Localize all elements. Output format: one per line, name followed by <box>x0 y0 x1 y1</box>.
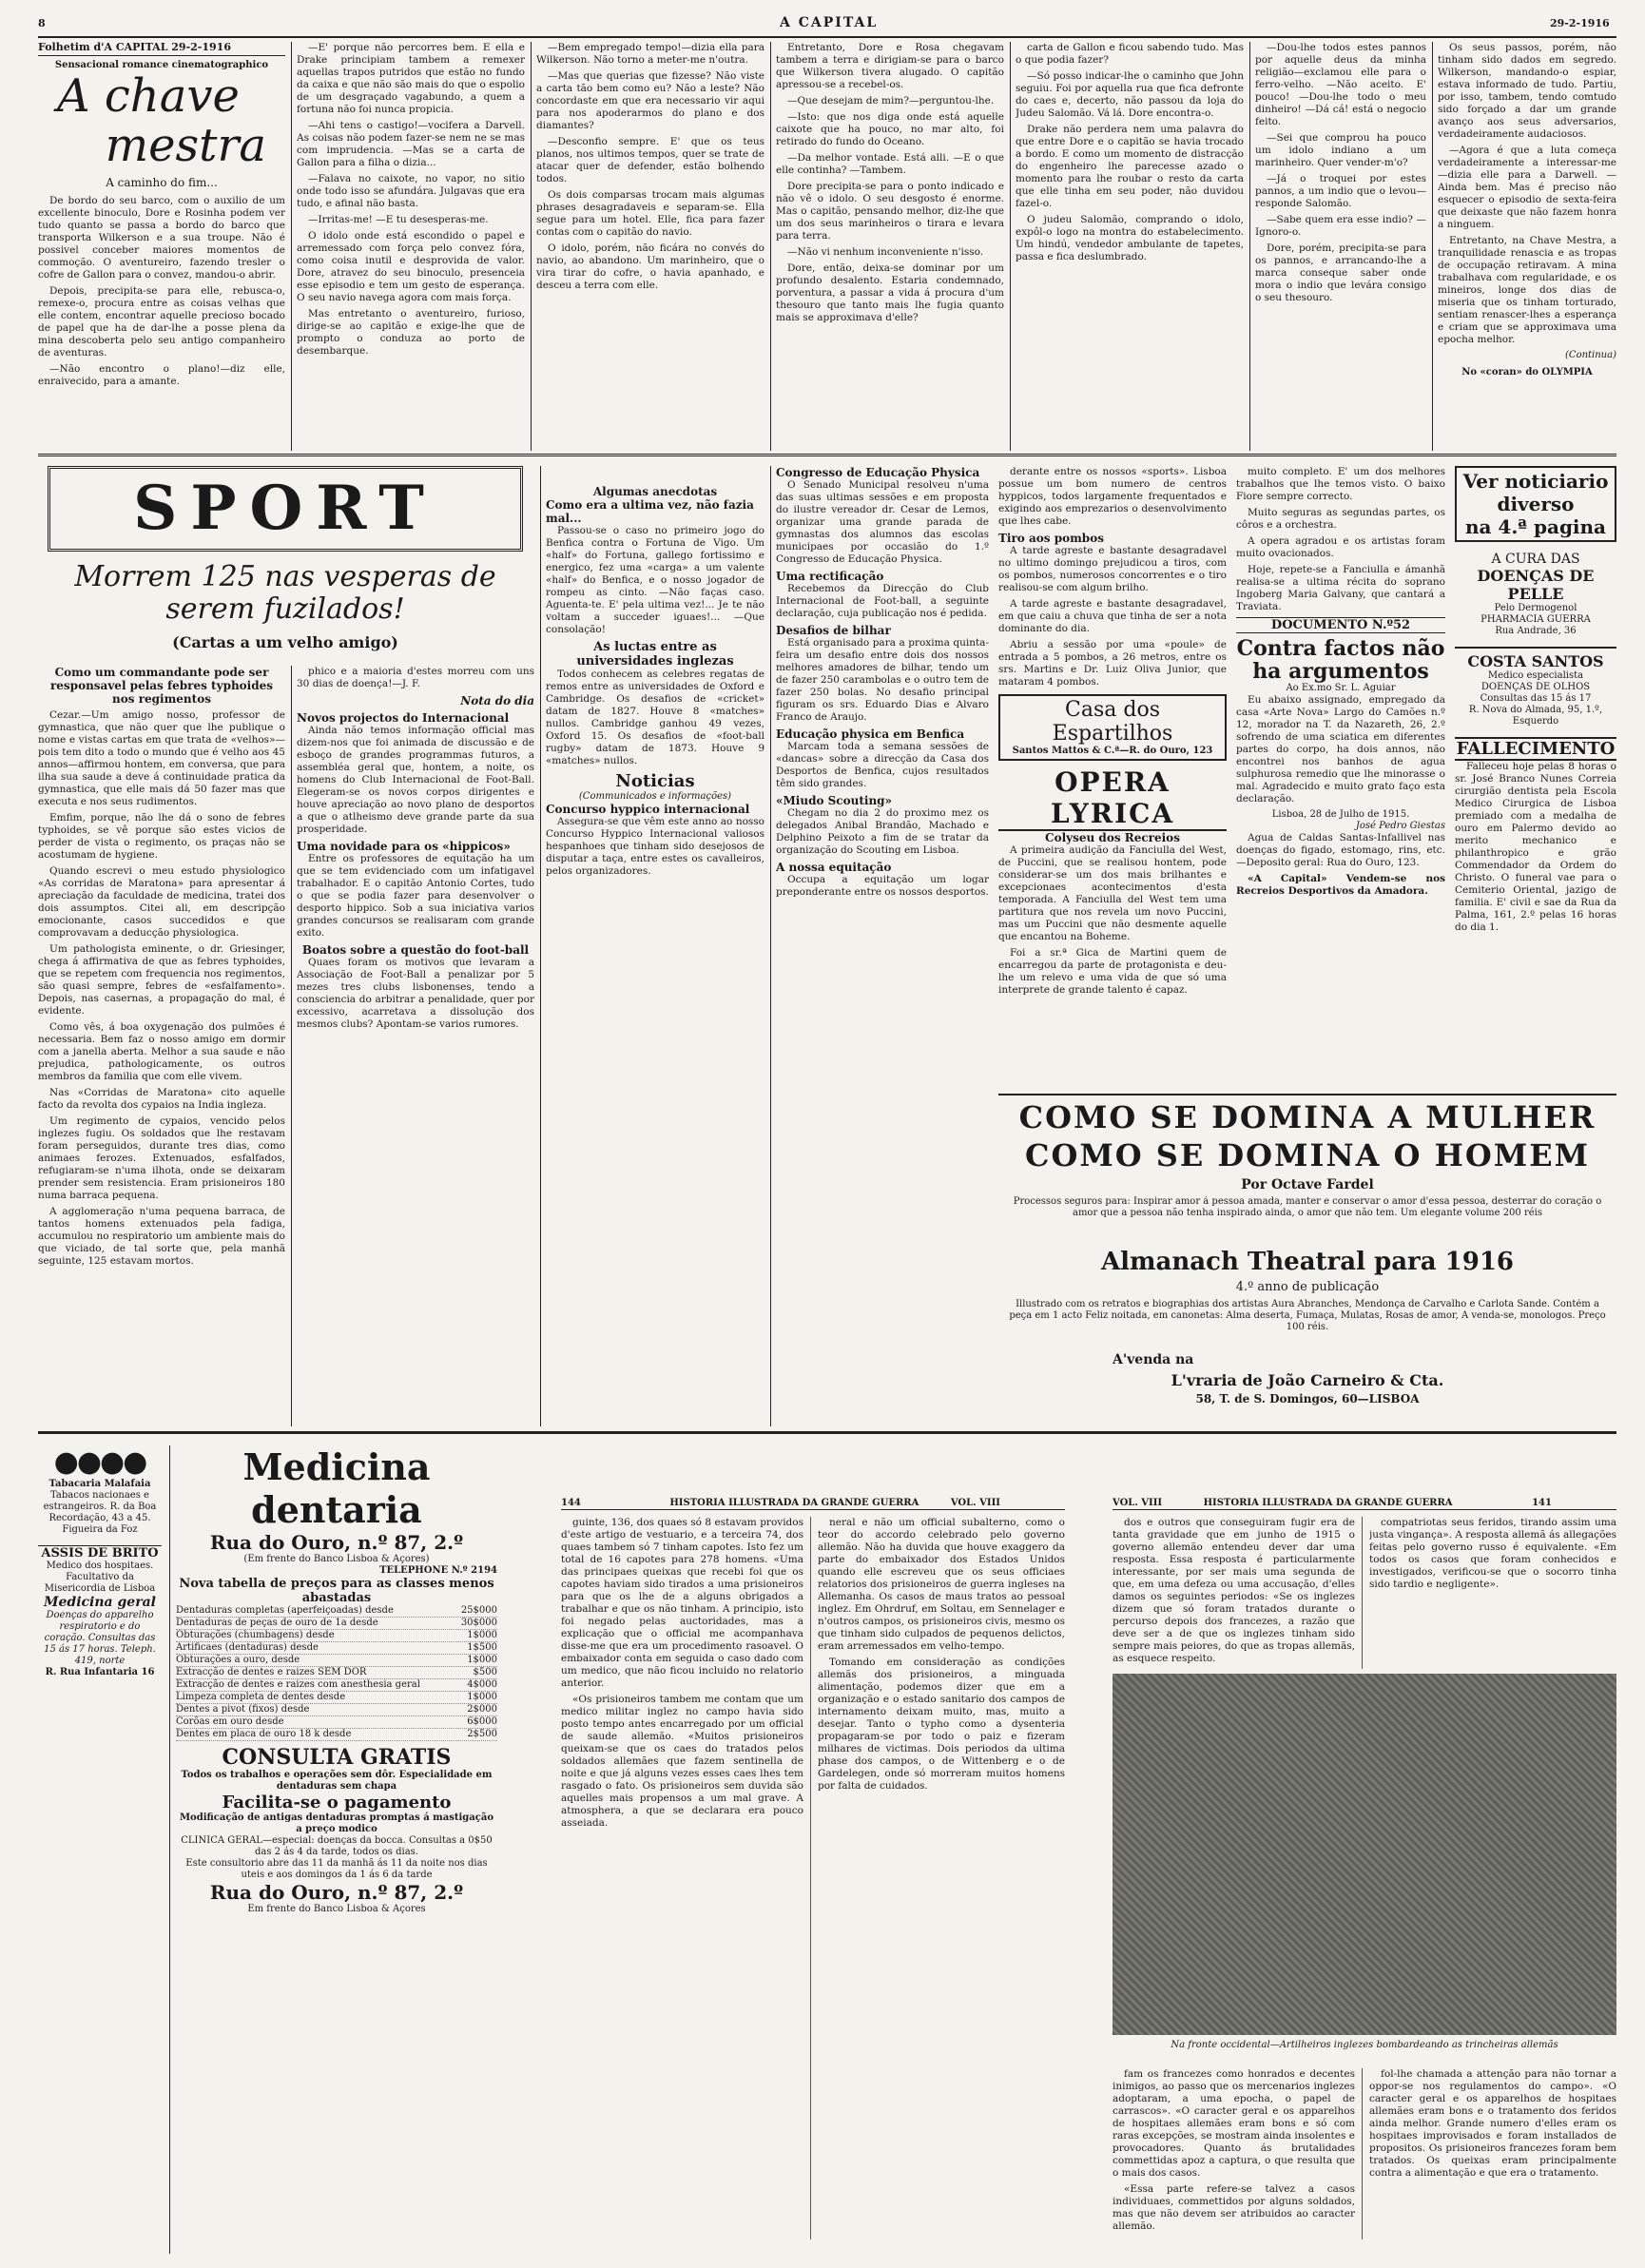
price-row <box>176 1618 497 1630</box>
historia-section <box>513 1498 1616 2258</box>
historia-left-header <box>561 1498 1065 1510</box>
serial-paragraph: —Não vi nenhum inconveniente n'isso. <box>787 246 984 258</box>
cura-line-d: PHARMACIA GUERRA <box>1480 614 1591 625</box>
dent-address: Rua do Ouro, n.º 87, 2.º <box>209 1531 464 1554</box>
costa-address: R. Nova do Almada, 95, 1.º, Esquerdo <box>1468 705 1603 727</box>
nota-do-dia: Nota do dia <box>460 694 534 708</box>
historia-photo <box>1113 1674 1616 2035</box>
sport-paragraph: Assegura-se que vêm este anno ao nosso Concurso Hyppico Internacional valiosos hespanhoes que tinham sido desejosos de disputar a taça, entre estes os cavalleiros, pelos organizadores. <box>546 816 764 877</box>
price-item: Dentaduras de peças de ouro de 1a desde <box>176 1618 378 1628</box>
sport-paragraph: A tarde agreste e bastante desagradavel, em que caiu a chuva que tinha de ser a nota dominante do dia. <box>998 598 1227 634</box>
concurso-title: Concurso hyppico internacional <box>546 803 750 816</box>
scout-title: «Miudo Scouting» <box>776 794 893 807</box>
dentaria-ad <box>169 1445 497 2254</box>
brito-spec2: Doenças do apparelho respiratorio e do coração. Consultas das 15 ás 17 horas. Teleph. 419, norte <box>44 1610 156 1666</box>
sport-section <box>38 466 989 1426</box>
serial-paragraph: —Que desejam de mim?—perguntou-lhe. <box>787 95 995 107</box>
fallecimento-title: FALLECIMENTO <box>1456 739 1616 759</box>
price-row <box>176 1704 497 1716</box>
serial-paragraph: —Irritas-me! —E tu desesperas-me. <box>308 214 489 225</box>
sport-subhead: (Cartas a um velho amigo) <box>172 633 398 651</box>
dent-modificacao: Modificação de antigas dentaduras promptas á mastigação a preço modico <box>179 1812 494 1834</box>
price-value: 1$000 <box>467 1692 497 1702</box>
ads-column <box>1455 466 1616 1084</box>
price-value: 1$000 <box>467 1630 497 1640</box>
price-row <box>176 1729 497 1741</box>
serial-paragraph: O judeu Salomão, comprando o idolo, expôl-o logo na montra do estabelecimento. Um hindú, vendedor ambulante de tapetes, passa e fica deslumbrado. <box>1016 214 1244 262</box>
lutas-title: As luctas entre as universidades inglezas <box>576 640 734 669</box>
historia-paragraph: fam os francezes como honrados e decentes inimigos, ao passo que os mercenarios inglezes adoptaram, a uma epocha, o papel de carrascos». «O caracter geral e os apparelhos de hospitaes allemães eram bons e só com raras excepções, se mostram ainda insolentes e provocadores. Quanto ás brutalidades commettidas apoz a captura, o que resulta que o mais dos casos. <box>1113 2068 1355 2179</box>
serial-paragraph: —Sei que comprou ha pouco um idolo indiano a um marinheiro. Quer vender-m'o? <box>1255 132 1426 168</box>
noticiario-line-3: na 4.ª pagina <box>1464 515 1607 538</box>
sport-column-2 <box>297 666 534 1426</box>
theatre-paragraph: Foi a sr.ª Gica de Martini quem de encarregou da parte de protagonista e deu-lhe um relevo e uma vida de que só uma interprete de grande talento é capaz. <box>998 947 1227 996</box>
historia-column-2 <box>818 1517 1065 2258</box>
dent-hours: Este consultorio abre das 11 da manhã ás 11 da noite nos dias uteis e aos domingos da 1 ás 6 da tarde <box>185 1858 488 1880</box>
historia-column-1 <box>561 1517 803 2258</box>
domina-text: Processos seguros para: Inspirar amor á pessoa amada, manter e conservar o amor d'essa pessoa, desterrar do coração o amor que a pessoa não tenha inspirado ainda, o amor que não tem. Um elegante volume 200 réis <box>1013 1196 1602 1218</box>
historia-left-page: 144 <box>561 1498 581 1508</box>
theatre-paragraph: Hoje, repete-se a Fanciulla e ámanhã realisa-se a ultima récita do soprano Ingoberg Maria Galvany, que cantará a Traviata. <box>1236 564 1445 612</box>
price-item: Extracção de dentes e raizes SEM DOR <box>176 1667 367 1677</box>
serial-paragraph: carta de Gallon e ficou sabendo tudo. Mas o que podia fazer? <box>1016 42 1244 66</box>
sport-paragraph: Emfim, porque, não lhe dá o sono de febres typhoides, se vê porque são estes vicios de perder de vista o regimento, os praças não se acostumam de hygiene. <box>38 812 285 861</box>
espartilhos-title: Casa dos Espartilhos <box>1052 698 1173 746</box>
serial-paragraph: De bordo do seu barco, com o auxilio de um excellente binoculo, Dore e Rosinha podem ver tudo quanto se passa a bordo do barco que transporta Wilkerson e a sua troupe. Não é possivel conceber maiores momentos de commoção. O aventureiro, fazendo tresler o cofre de Gallon para o convez, mandou-o abrir. <box>38 195 285 281</box>
folhetim-label: Folhetim d'A CAPITAL 29-2-1916 <box>38 42 285 56</box>
serial-column-1 <box>38 42 285 451</box>
price-item: Dentes a pivot (fixos) desde <box>176 1704 310 1715</box>
price-value: 2$500 <box>467 1729 497 1739</box>
serial-paragraph: O idolo, porém, não ficára no convés do navio, ao abandono. Um marinheiro, que o vira tirar do cofre, o havia apanhado, e desceu a terra com elle. <box>536 242 764 291</box>
dent-price-list <box>176 1605 497 1741</box>
price-row <box>176 1630 497 1642</box>
domina-line-2: COMO SE DOMINA O HOMEM <box>1024 1137 1590 1173</box>
serial-title-a: A chave <box>57 69 240 123</box>
dent-subtitle-2: Em frente do Banco Lisboa & Açores <box>247 1904 426 1914</box>
historia-paragraph: compatriotas seus feridos, tirando assim uma justa vingança». A resposta allemã ás allegações feitas pelo governo russo é equivalente. «Em todos os casos que foram conhecidos e investigados, verificou-se que o socorro tinha sido tardio e negligente». <box>1369 1517 1616 1590</box>
opera-title: OPERA LYRICA <box>998 766 1227 831</box>
congresso-title: Congresso de Educação Physica <box>776 466 980 479</box>
serial-paragraph: —Da melhor vontade. Está alli. —E o que elle continha? —Tambem. <box>776 152 1004 176</box>
fallecimento-text: Falleceu hoje pelas 8 horas o sr. José Branco Nunes Correia cirurgião dentista pela Escola Medico Cirurgica de Lisboa premiado com a medalha de ouro em Palermo devido ao merito mechanico e philanthropico e grão Commendador da Ordem do Christo. O funeral vae para o Cemiterio Oriental, jazigo de familia. E' civil e sae da Rua da Palma, 161, 2.º pelas 16 horas do dia 1. <box>1455 761 1616 933</box>
almanach-title: Almanach Theatral para 1916 <box>1100 1248 1515 1276</box>
sport-column-3 <box>546 466 764 1426</box>
noticias-subtitle: (Communicados e informações) <box>578 791 732 802</box>
sport-paragraph: Cezar.—Um amigo nosso, professor de gymnastica, que não quer que lhe publique o nome e vistas cartas em que trata de «velhos»—pois tem dito a todo o mundo que é velho aos 45 annos—affirmou hontem, em conversa, que para ilha sua saude a deve á continuidade pratica da gymnastica, que elle mais dá 50 fazer mas que executa e nos seus rudimentos. <box>38 709 285 807</box>
tiro-title: Tiro aos pombos <box>998 532 1104 545</box>
sport-sec1-title: Como um commandante pode ser responsavel pelas febres typhoides nos regimentos <box>49 666 274 706</box>
cura-line-b: DOENÇAS DE PELLE <box>1477 567 1595 603</box>
sport-column-4 <box>776 466 989 1426</box>
dent-gratis-text: Todos os trabalhos e operações sem dôr. Especialidade em dentaduras sem chapa <box>181 1770 493 1792</box>
price-row <box>176 1605 497 1618</box>
noticiario-line-1: Ver noticiario <box>1462 470 1609 493</box>
sport-paragraph: Passou-se o caso no primeiro jogo do Benfica contra o Fortuna de Vigo. Um «half» do Fortuna, gallego fortissimo e energico, fez uma «carga» a um valente «half» do Benfica, e o nosso jogador de rompeu as cinto. —Não faças caso. Aguenta-te. E' pela ultima vez!... Je te não voltam a succeder iguaes!... —Que consolação! <box>546 525 764 635</box>
price-value: 1$500 <box>467 1642 497 1653</box>
serial-paragraph: Entretanto, Dore e Rosa chegavam tambem a terra e dirigiam-se para o barco que Wilkerson tivera alugado. O capitão apressou-se a recebel-os. <box>776 42 1004 90</box>
historia-paragraph: neral e não um official subalterno, como o teor do accordo celebrado pelo governo allemão. Não ha duvida que houve exaggero da parte do embaixador dos Estados Unidos quando elle escreveu que os seus officiaes relatorios dos prisioneiros de guerra ingleses na Allemanha. Os casos de maus tratos ao pessoal inglez. Em Ohrdruf, em Soltau, em Sennelager e n'outros campos, os prisioneiros civis, mesmo os que tinham sido culpados de pequenos delictos, eram arremessados em velho-tempo. <box>818 1517 1065 1652</box>
price-row <box>176 1667 497 1679</box>
serial-paragraph: —Falava no caixote, no vapor, no sitio onde todo isso se afundára. Julgavas que era tudo, e afinal não basta. <box>297 173 525 209</box>
historia-column-4 <box>1369 1517 1616 1669</box>
price-item: Artificaes (dentaduras) desde <box>176 1642 319 1653</box>
serial-column-2 <box>297 42 525 451</box>
serial-paragraph: Entretanto, na Chave Mestra, a tranquilidade renascia e as tropas de occupação retiravam. A mina trabalhava com regularidade, e os mineiros, longe dos dias de miseria que os tinham torturado, sentiam renascer-lhes a esperança e criam que se approximava uma epocha melhor. <box>1438 235 1616 345</box>
historia-right-page: 141 <box>1532 1498 1552 1508</box>
costa-sub3: Consultas das 15 ás 17 <box>1480 693 1592 704</box>
historia-right-title: HISTORIA ILLUSTRADA DA GRANDE GUERRA <box>1203 1498 1453 1508</box>
serial-paragraph: —Não encontro o plano!—diz elle, enraivecido, para a amante. <box>38 363 285 387</box>
brito-text: Medico dos hospitaes. Facultativo da Misericordia de Lisboa <box>44 1560 156 1594</box>
page-number: 8 <box>38 17 46 29</box>
price-item: Limpeza completa de dentes desde <box>176 1692 346 1702</box>
document-sign-date: Lisboa, 28 de Julho de 1915. <box>1271 809 1410 820</box>
cura-line-e: Rua Andrade, 36 <box>1495 626 1577 636</box>
historia-paragraph: dos e outros que conseguiram fugir era de tanta gravidade que em junho de 1915 o governo allemão entendeu dever dar uma resposta. Essa resposta é particularmente interessante, por ser mais uma segunda de que, em uma defeza ou uma accusação, d'elles damos os seguintes periodos: «Se os inglezes dizem que só foram tratados durante o percurso depois dos francezes, a razão que deve ser a de que os inglezes tinham sido sempre mais peiores, do que as tropas allemãs, as esquece respeito. <box>1113 1517 1355 1664</box>
tabac-title: Tabacaria Malafaia <box>48 1479 151 1489</box>
serial-section <box>38 38 1616 456</box>
price-item: Obturações (chumbagens) desde <box>176 1630 335 1640</box>
document-label: DOCUMENTO N.º52 <box>1236 617 1445 633</box>
price-row <box>176 1679 497 1692</box>
historia-column-5 <box>1113 2068 1355 2258</box>
novidade-title: Uma novidade para os «hippicos» <box>297 840 511 853</box>
brito-title: ASSIS DE BRITO <box>38 1545 162 1560</box>
bilhar-title: Desafios de bilhar <box>776 624 891 637</box>
price-row <box>176 1655 497 1667</box>
serial-paragraph: Mas entretanto o aventureiro, furioso, dirige-se ao capitão e exige-lhe que de prompto o conduza ao porto de desembarque. <box>297 308 525 357</box>
serial-paragraph: Dore precipita-se para o ponto indicado e não vê o idolo. O seu desgosto é enorme. Mas o capitão, pensando melhor, diz-lhe que um dos seus marinheiros o tirara e levara para terra. <box>776 181 1004 242</box>
tabac-logo-icon: ●●●● <box>53 1445 146 1479</box>
costa-sub2: DOENÇAS DE OLHOS <box>1480 682 1591 692</box>
serial-paragraph: O idolo onde está escondido o papel e arremessado com força pelo convez fóra, como coisa inutil e desprovida de valor. Dore, atravez do seu binoculo, presenceia esse episodio e tem um gesto de esperança. O seu navio navega agora com mais força. <box>297 230 525 303</box>
serial-paragraph: —Desconfio sempre. E' que os teus planos, nos ultimos tempos, quer se trate de atacar quer de defender, estão bolhendo todos. <box>536 136 764 184</box>
serial-paragraph: Drake não perdera nem uma palavra do que entre Dore e o capitão se havia trocado a bordo. E como um momento de distracção do engenheiro lhe parecesse azado o momento para lhe roubar o resto da carta que elle tinha em seu poder, não duvidou fazel-o. <box>1016 124 1244 209</box>
price-item: Corôas em ouro desde <box>176 1716 284 1727</box>
header-date: 29-2-1916 <box>1550 17 1610 29</box>
price-item: Obturações a ouro, desde <box>176 1655 300 1665</box>
sport-paragraph: Quaes foram os motivos que levaram a Associação de Foot-Ball a penalizar por 5 mezes tres clubs lisbonenses, tendo a consciencia do arbitrar a penalidade, quer por excessivo, acarretava a dissolução dos mesmos clubs? Apontam-se varios rumores. <box>297 957 534 1030</box>
serial-column-3 <box>536 42 764 451</box>
serial-paragraph: —Ahi tens o castigo!—vocifera a Darvell. As coisas não podem fazer-se nem ne se mas com imprudencia. —Mas se a carta de Gallon para a filha o dizia... <box>297 120 525 168</box>
price-value: 30$000 <box>460 1618 497 1628</box>
almanach-vende: A'venda na <box>1113 1352 1194 1367</box>
price-row <box>176 1692 497 1704</box>
cura-ad <box>1455 552 1616 637</box>
sport-paragraph: Está organisado para a proxima quinta-feira um desafio entre dois dos nossos melhores amadores de bilhar, tendo um de fazer 250 carambolas e o outro tem de fazer 250 bolas. No desafio principal figuram os srs. Eduardo Dias e Alvaro Franco de Araujo. <box>776 637 989 723</box>
serial-title-b: mestra <box>105 119 266 172</box>
opera-subtitle: Colyseu dos Recreios <box>1045 831 1180 844</box>
cura-line-a: A CURA DAS <box>1491 552 1580 567</box>
serial-paragraph: —Só posso indicar-lhe o caminho que John seguiu. Foi por aquella rua que fica defronte do caes e, decerto, não passou da loja do Judeu Salomão. Vá lá. Dore encontra-o. <box>1016 70 1244 119</box>
serial-column-4 <box>776 42 1004 451</box>
historia-paragraph: «Essa parte refere-se talvez a casos individuaes, commettidos por alguns soldados, mas que não devem ser atribuidos ao caracter allemão. <box>1113 2183 1355 2232</box>
price-value: 2$000 <box>467 1704 497 1715</box>
tabac-text: Tabacos nacionaes e estrangeiros. R. da Boa Recordação, 43 a 45. Figueira da Foz <box>43 1490 157 1535</box>
equitacao-title: A nossa equitação <box>776 861 892 874</box>
sport-paragraph: Recebemos da Direcção do Club Internacional de Foot-ball, a seguinte declaração, cuja publicação nos é pedida. <box>776 583 989 619</box>
noticias-title: Noticias <box>615 771 695 791</box>
tabac-brito-ads <box>38 1445 162 2254</box>
serial-column-6 <box>1255 42 1426 451</box>
sport-paragraph: A tarde agreste e bastante desagradavel no ultimo domingo prejudicou a tiros, com os pombos, numerosos concorrentes e o tiro realisou-se com algum brilho. <box>998 545 1227 593</box>
serial-paragraph: Depois, precipita-se para elle, rebusca-o, remexe-o, procura entre as coisas velhas que elle contem, encontrar aquelle precioso bocado de papel que ha de dar-lhe a posse plena da mina descoberta pelo seu antigo companheiro de aventuras. <box>38 285 285 359</box>
rectif-title: Uma rectificação <box>776 570 884 583</box>
sport-paragraph: Abriu a sessão por uma «poule» de entrada a 5 pombos, a 26 metros, entre os srs. Martins e Dr. Luiz Oliva Junior, que mataram 4 pombos. <box>998 639 1227 688</box>
historia-left-title: HISTORIA ILLUSTRADA DA GRANDE GUERRA <box>669 1498 919 1508</box>
serial-paragraph: Dore, porém, precipita-se para os pannos, e arrancando-lhe a marca conseque saber onde mora o indio que levára consigo o seu thesouro. <box>1255 242 1426 303</box>
theatre-paragraph: A primeira audição da Fanciulla del West, de Puccini, que se realisou hontem, pode considerar-se um dos mais brilhantes e excepcionaes acontecimentos d'esta temporada. A Fanciulla del West tem uma partitura que nos revela um novo Puccini, mas um Puccini que não desmente aquelle que encantou na Boheme. <box>998 844 1227 942</box>
sport-paragraph: Ainda não temos informação official mas dizem-nos que foi animada de discussão e de esboço de grandes programmas futuros, a assembléa geral que, hontem, a noite, os homens do Club Internacional de Foot-Ball. Elegeram-se os novos corpos dirigentes e houve apreciação ao novo plano de desportos a que o atlheismo deve grande parte da sua prosperidade. <box>297 725 534 835</box>
sport-paragraph: Um pathologista eminente, o dr. Griesinger, chega á affirmativa de que as febres typhoides, que se repetem com frequencia nos regimentos, são quasi sempre, febres de «esfalfamento». Depois, nas casernas, a propagação do mal, é evidente. <box>38 943 285 1017</box>
price-value: $500 <box>473 1667 497 1677</box>
dent-telephone: TELEPHONE N.º 2194 <box>379 1565 497 1576</box>
benfica-title: Educação physica em Benfica <box>776 727 965 741</box>
sport-paragraph: derante entre os nossos «sports». Lisboa possue um bom numero de centros hyppicos, todos largamente frequentados e exigindo aos emprezarios o desenvolvimento que lhes cabe. <box>998 466 1227 527</box>
historia-column-3 <box>1113 1517 1355 1669</box>
cura-line-c: Pelo Dermogenol <box>1494 603 1577 613</box>
serial-chapter: A caminho do fim... <box>106 176 218 189</box>
serial-kicker: Sensacional romance cinematographico <box>54 60 269 70</box>
serial-continua: (Continua) <box>1565 350 1616 360</box>
serial-paragraph: —Dou-lhe todos estes pannos por aquelle deus da minha religião—exclamou elle para o ferro-velho. —Não aceito. E' pouco! —Dou-lhe todo o meu dinheiro! —Dá cá! está o negocio feito. <box>1255 42 1426 127</box>
serial-paragraph: —Mas que querias que fizesse? Não viste a carta tão bem como eu? Não a leste? Não concordaste em que era necessario vir aqui para nos apoderarmos do plano e dos diamantes? <box>536 70 764 131</box>
sport-paragraph: A agglomeração n'uma pequena barraca, de tantos homens extenuados pela fadiga, accumulou no respiratorio um ambiente mais do que viciado, de tal sorte que, pela manhã seguinte, 125 estavam mortos. <box>38 1206 285 1267</box>
boatos-title: Boatos sobre a questão do foot-ball <box>301 943 530 957</box>
dent-address-2: Rua do Ouro, n.º 87, 2.º <box>209 1881 464 1904</box>
historia-paragraph: «Os prisioneiros tambem me contam que um medico militar inglez no campo havia sido posto tempo antes encarregado por um official de saude allemão. «Muitos prisioneiros queixam-se que os caes do tratados pelos soldados allemães que fazem sentinella de noite e que já alguns vezes esses caes lhes tem rasgado o fato. Os prisioneiros sem duvida são aquelles mais propensos a um mal grave. A atmosphera, a que se declarara era pouco asseiada. <box>561 1694 803 1829</box>
historia-column-6 <box>1369 2068 1616 2258</box>
algumas-title: Algumas anecdotas <box>592 485 718 498</box>
capital-note: «A Capital» Vendem-se nos Recreios Desportivos da Amadora. <box>1236 873 1445 897</box>
price-row <box>176 1642 497 1655</box>
sport-paragraph: phico e a maioria d'estes morreu com uns 30 dias de doença!—J. F. <box>297 666 534 689</box>
noticiario-line-2: diverso <box>1497 493 1575 515</box>
document-addressee: Ao Ex.mo Sr. L. Aguiar <box>1286 683 1396 693</box>
masthead: A CAPITAL <box>780 15 879 30</box>
sport-column-1 <box>38 666 285 1426</box>
dent-gratis: CONSULTA GRATIS <box>222 1745 452 1770</box>
espartilhos-address: Santos Mattos & C.ª—R. do Ouro, 123 <box>1012 746 1213 756</box>
almanach-shop: L'vraria de João Carneiro & Cta. <box>1171 1371 1444 1389</box>
costa-ad <box>1455 647 1616 727</box>
price-value: 1$000 <box>467 1655 497 1665</box>
sport-paragraph: O Senado Municipal resolveu n'uma das suas ultimas sessões e em proposta do ilustre vereador dr. Cesar de Lemos, organizar uma grande parada de gymnastas dos alumnos das escolas municipaes por occasião do 1.º Congresso de Educação Physica. <box>776 479 989 565</box>
price-item: Extracção de dentes e raizes com anesthesia geral <box>176 1679 420 1690</box>
domina-almanach <box>998 1094 1616 1417</box>
document-sign-name: José Pedro Giestas <box>1355 821 1445 831</box>
noticiario-ad <box>1455 466 1616 542</box>
ultima-title: Como era a ultima vez, não fazia mal... <box>546 498 754 525</box>
serial-column-5 <box>1016 42 1244 451</box>
sport-paragraph: Marcam toda a semana sessões de «dancas» sobre a direcção da Casa dos Desportos de Benfica, cujos resultados têm sido grandes. <box>776 741 989 789</box>
price-value: 4$000 <box>467 1679 497 1690</box>
historia-right-vol: VOL. VIII <box>1113 1498 1163 1508</box>
page-header <box>38 13 1616 38</box>
brito-spec: Medicina geral <box>44 1595 156 1610</box>
sport-paragraph: Occupa a equitação um logar preponderante entre os nossos desportos. <box>776 874 989 898</box>
serial-paragraph: Os dois comparsas trocam mais algumas phrases desagradaveis e separam-se. Ella segue para um hotel. Elle, fica para fazer contas com o capitão do navio. <box>536 189 764 238</box>
sport-headline: Morrem 125 nas vesperas de serem fuzilados! <box>74 561 496 626</box>
sport-paragraph: Como vês, á boa oxygenação dos pulmões é necessaria. Bem faz o nosso amigo em dormir com a janella aberta. Melhor a sua saude e não prejudica, pathologicamente, os outros membros da familia que com elle vivem. <box>38 1021 285 1082</box>
almanach-address: 58, T. de S. Domingos, 60—LISBOA <box>1195 1392 1420 1405</box>
dent-clinica: CLINICA GERAL—especial: doenças da bocca. Consultas a 0$50 das 2 ás 4 da tarde, todos os dias. <box>181 1835 493 1857</box>
serial-paragraph: —Sabe quem era esse indio? —Ignoro-o. <box>1255 214 1426 238</box>
sport-paragraph: Quando escrevi o meu estudo physiologico «As corridas de Maratona» para apresentar á apreciação da faculdade de medicina, tratei dos dois assumptos. Citei ali, em descripção emocionante, casos succedidos e que comprovavam a deducção physiologica. <box>38 865 285 939</box>
serial-footer-note: No «coran» do OLYMPIA <box>1461 367 1593 378</box>
serial-paragraph: —E' porque não percorres bem. E ella e Drake principiam tambem a remexer aquellas trapos putridos que estão no fundo da caixa e que não são mais do que o espolio de um desgraçado vagabundo, a quem a fortuna não foi nunca propicia. <box>297 42 525 115</box>
theatre-paragraph: Muito seguras as segundas partes, os côros e a orchestra. <box>1236 507 1445 531</box>
theatre-paragraph: Eu abaixo assignado, empregado da casa «Arte Nova» Largo do Camões n.º 12, morador na T. da Nazareth, 26, 2.º sofrendo de uma sciatica em diferentes partes do corpo, ha dois annos, não encontrei nos banhos de agua sulphurosa remedio que lhe minorasse o mal. Agradecido e muito grato faço esta declaração. <box>1236 694 1445 804</box>
serial-paragraph: Dore, então, deixa-se dominar por um profundo desalento. Estaria condemnado, porventura, a passar a vida á procura d'um thesouro que tanto mais lhe fugia quanto mais se approximava d'elle? <box>776 262 1004 323</box>
price-row <box>176 1716 497 1729</box>
theatre-paragraph: muito completo. E' um dos melhores trabalhos que lhe temos visto. O baixo Fiore sempre correcto. <box>1236 466 1445 502</box>
price-item: Dentes em placa de ouro 18 k desde <box>176 1729 352 1739</box>
serial-paragraph: Os seus passos, porém, não tinham sido dados em segredo. Wilkerson, mandando-o espiar, estava informado de tudo. Partiu, por isso, tambem, tendo comtudo sido forçado a dar um grande avanço aos seus adversarios, verdadeiramente audaciosos. <box>1438 42 1616 140</box>
domina-author: Por Octave Fardel <box>1241 1177 1374 1192</box>
historia-paragraph: Tomando em consideração as condições allemãs dos prisioneiros, a minguada alimentação, podemos dizer que em a organização e o estado sanitario dos campos de internamento deixam muito, mas, muito a desejar. Tanto o typho como a dysenteria propagaram-se por todo o paiz e fizeram milhares de victimas. Dois periodos da ultima phase dos campos, o de Wittenberg e o de Gardelegen, onde só morreram muitos homens por falta de cuidados. <box>818 1657 1065 1792</box>
dent-facilita: Facilita-se o pagamento <box>222 1793 452 1812</box>
sport-logo: SPORT <box>48 466 523 552</box>
dent-subtitle: (Em frente do Banco Lisboa & Açores) <box>243 1554 430 1564</box>
historia-right-header <box>1113 1498 1616 1510</box>
sport-paragraph: Todos conhecem as celebres regatas de remos entre as universidades de Oxford e Cambridge. Os desafios de «cricket» datam de 1827. Houve 8 «matches» nullos. Cambridge ganhou 49 vezes, Oxford 15. Os desafios de «foot-ball rugby» datam de 1873. Houve 9 «matches» nullos. <box>546 669 764 766</box>
serial-paragraph: —Agora é que a luta começa verdadeiramente a interessar-me—dizia elle para a Darwell. —Ainda bem. Mas é preciso não esquecer o episodio de sexta-feira que deixaste que não fazem honra a ninguem. <box>1438 145 1616 230</box>
price-value: 6$000 <box>467 1716 497 1727</box>
serial-paragraph: —Bem empregado tempo!—dizia ella para Wilkerson. Não torno a meter-me n'outra. <box>536 42 764 66</box>
historia-paragraph: guinte, 136, dos quaes só 8 estavam providos d'este artigo de vestuario, e a terceira 74, dos quaes tambem só 7 tinham capotes. Isto fez um total de 16 capotes para 278 homens. «Uma das principaes queixas que recebi foi que os capotes haviam sido tirados a uma prisioneiros para que os lhe de a alguns obrigados a trabalhar e que os não tinham. A principio, isto foi negado pelas auctoridades, mas a explicação que o official me acompanhava disse-me que era um procedimento rasoavel. O embaixador conta em seguida o caso dado com um medico, que não ficou incluido no relatorio anterior. <box>561 1517 803 1689</box>
serial-column-7 <box>1438 42 1616 451</box>
dent-tabela: Nova tabella de preços para as classes menos abastadas <box>179 1577 494 1605</box>
almanach-text: Illustrado com os retratos e biographias dos artistas Aura Abranches, Mendonça de Carvalho e Carlota Sande. Contém a peça em 1 acto Feliz noitada, em canonetas: Alma deserta, Fumaça, Mulatas, Rosas de amor, A venda-se, monologos. Preço 100 réis. <box>1009 1299 1606 1332</box>
theatre-paragraph: A opera agradou e os artistas foram muito ovacionados. <box>1236 535 1445 559</box>
sport-paragraph: Nas «Corridas de Maratona» cito aquelle facto da revolta dos cypaios na India ingleza. <box>38 1087 285 1111</box>
historia-left-vol: VOL. VIII <box>950 1498 1000 1508</box>
historia-paragraph: fol-lhe chamada a attenção para não tornar a oppor-se nos regulamentos do campo». «O caracter geral e os apparelhos de hospitaes allemães eram bons e o tratamento dos feridos ainda melhor. Grande numero d'elles eram os hospitaes improvisados e foram installados de propositos. Os prisioneiros francezes foram bem tratados. Os queixas eram principalmente contra a alimentação e que era o tratamento. <box>1369 2068 1616 2179</box>
dent-title: Medicina dentaria <box>242 1445 431 1531</box>
price-item: Dentaduras completas (aperfeiçoadas) desde <box>176 1605 394 1616</box>
sport-paragraph: Um regimento de cypaios, vencido pelos inglezes fugiu. Os soldados que lhe restavam foram perseguidos, durante tres dias, como animaes ferozes. Extenuados, esfalfados, refugiaram-se n'uma ilhota, onde se deixaram prender sem resistencia. Eram prisioneiros 180 numa barraca pequena. <box>38 1115 285 1201</box>
price-value: 25$000 <box>460 1605 497 1616</box>
costa-sub1: Medico especialista <box>1487 670 1584 681</box>
sport-paragraph: Chegam no dia 2 do proximo mez os delegados Anibal Brandão, Machado e Delphino Peixoto a fim de se tratar da organização do Scouting em Lisboa. <box>776 807 989 856</box>
brito-address: R. Rua Infantaria 16 <box>45 1667 155 1677</box>
domina-line-1: COMO SE DOMINA A MULHER <box>1018 1099 1597 1135</box>
espartilhos-ad <box>998 694 1227 761</box>
costa-title: COSTA SANTOS <box>1467 652 1604 670</box>
historia-photo-caption: Na fronte occidental—Artilheiros inglezes bombardeando as trincheiras allemãs <box>1171 2040 1558 2050</box>
almanach-subtitle: 4.º anno de publicação <box>1235 1280 1380 1294</box>
serial-paragraph: —Já o troquei por estes pannos, a um indio que o levou—responde Salomão. <box>1255 173 1426 209</box>
novos-title: Novos projectos do Internacional <box>297 711 510 725</box>
serial-paragraph: —Isto: que nos diga onde está aquelle caixote que ha pouco, no mar alto, foi retirado do fundo do Oceano. <box>776 111 1004 147</box>
theatre-paragraph: Agua de Caldas Santas-Infallivel nas doenças do figado, estomago, rins, etc. —Deposito geral: Rua do Ouro, 123. <box>1236 832 1445 868</box>
sport-paragraph: Entre os professores de equitação ha um que se tem evidenciado com um infatigavel trabalhador. E o capitão Antonio Cortes, tudo o que se podia fazer para desenvolver o desporto hippico. Sob a sua iniciativa varios grandes concursos se realisaram com grande exito. <box>297 853 534 939</box>
document-title: Contra factos não ha argumentos <box>1236 636 1445 684</box>
